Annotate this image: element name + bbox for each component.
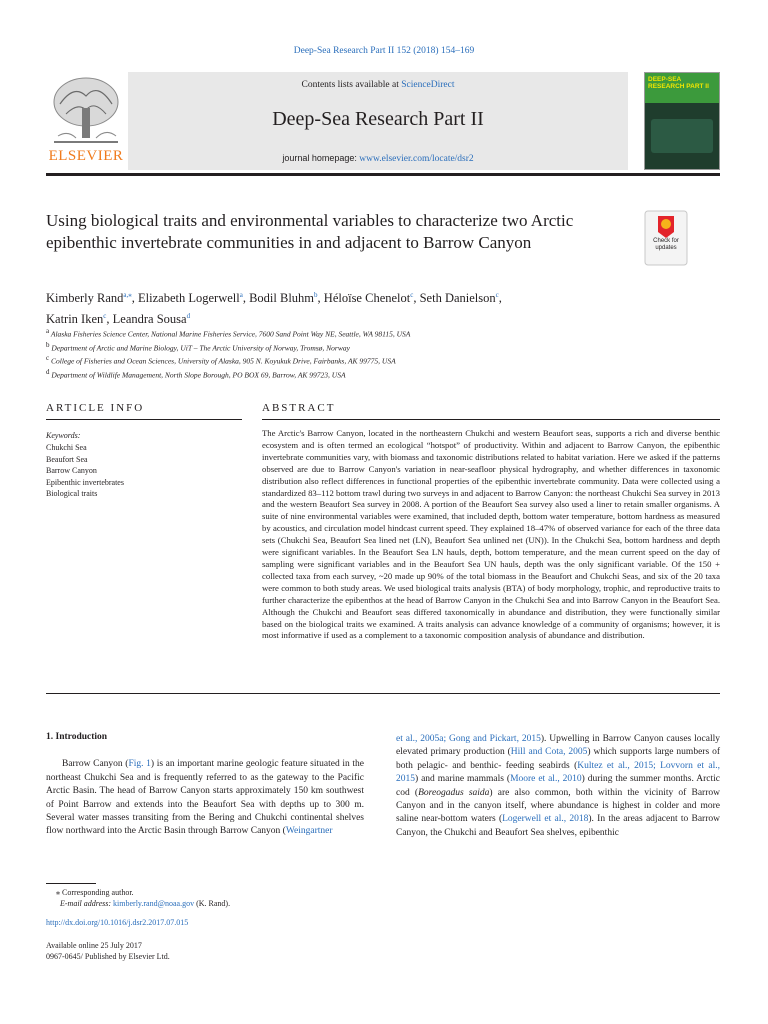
species-name: Boreogadus saida (418, 787, 490, 798)
keyword: Barrow Canyon (46, 466, 97, 475)
email-label: E-mail address: (60, 899, 112, 908)
homepage-link[interactable]: www.elsevier.com/locate/dsr2 (359, 154, 474, 164)
affiliation: $^b$ Department of Arctic and Marine Biology, UiT – The Arctic University of Norway, Tromsø, Norway (46, 340, 350, 352)
badge-line1: Check for (653, 238, 679, 244)
affiliation: $^c$ College of Fisheries and Ocean Sciences, University of Alaska, 905 N. Koyukuk Drive, Fairbanks, AK 99775, USA (46, 354, 396, 366)
journal-name: Deep-Sea Research Part II (272, 108, 484, 130)
intro-heading: 1. Introduction (46, 732, 108, 742)
intro-right-column: et al., 2005a; Gong and Pickart, 2015). Upwelling in Barrow Canyon causes locally elevated primary production (Hill and Cota, 2005) which supports large numbers of both pelagic- and benthic- feeding seabirds (Kultez et al., 2015; Lovvorn et al., 2015) and marine mammals (Moore et al., 2010) during the summer months. Arctic cod (Boreogadus saida) are also common, both within the vicinity of Barrow Canyon and in the canyon itself, where abundance is highest in colder and more saline near-bottom waters (Logerwell et al., 2018). In the areas adjacent to Barrow Canyon, the Chukchi and Beaufort Sea shelves, epibenthic (396, 734, 720, 838)
author[interactable]: Leandra Sousa$^d$ (112, 312, 191, 327)
author-list (46, 286, 666, 328)
email-suffix: (K. Rand). (196, 899, 231, 908)
doi-link[interactable]: http://dx.doi.org/10.1016/j.dsr2.2017.07.015 (46, 918, 189, 927)
reference-link[interactable]: Weingartner (285, 826, 333, 837)
author[interactable]: Elizabeth Logerwell$^a$, (138, 291, 250, 306)
reference-link[interactable]: et al., 2005a; Gong and Pickart, 2015 (396, 734, 541, 744)
publication-info (46, 940, 170, 962)
abstract-rule (262, 419, 720, 420)
affiliation: $^a$ Alaska Fisheries Science Center, National Marine Fisheries Service, 7600 Sand Point Way NE, Seattle, WA 98115, USA (46, 327, 411, 339)
contents-prefix: Contents lists available at (301, 80, 399, 90)
cover-title: DEEP-SEA RESEARCH PART II (648, 76, 709, 90)
author[interactable]: Seth Danielson$^c$, (419, 291, 502, 306)
article-info-heading: ARTICLE INFO (46, 402, 145, 414)
sciencedirect-link[interactable]: ScienceDirect (401, 80, 455, 90)
badge-line2: updates (655, 245, 677, 251)
journal-cover-image-icon[interactable] (644, 72, 720, 170)
abstract-bottom-rule (46, 693, 720, 694)
cover-photo (651, 119, 713, 153)
keywords-label: Keywords: (46, 431, 81, 440)
article-info-rule (46, 419, 242, 420)
author[interactable]: Kimberly Rand$^{a,⁎}$, (46, 291, 139, 306)
affiliations (46, 326, 706, 380)
intro-left-column (46, 731, 364, 839)
email-link[interactable]: kimberly.rand@noaa.gov (113, 899, 195, 908)
header-rule (46, 173, 720, 176)
footnote-rule (46, 883, 96, 884)
abstract-text: The Arctic's Barrow Canyon, located in the northeastern Chukchi and western Beaufort seas, supports a rich and diverse benthic ecosystem and is often termed an ecological “hotspot” of productivity. Within and adjacent to Barrow Canyon, the epibenthic invertebrate communities vary, with biomass and taxonomic distributions related to habitat variation. Here we asked if the patterns observed are due to Barrow Canyon's variation in near-seafloor physical hydrography, and whether differences in taxonomic distribution also reflect differences in functional properties of the epibenthic invertebrate community. Data were collected using a standardized 83–112 bottom trawl during two surveys in and adjacent to Barrow Canyon: the northeast Chukchi Sea survey in 2013 and the western Beaufort Sea survey in 2008. A portion of the Beaufort Sea survey also used a liner to retain smaller organisms. A suite of nine environmental variables were examined, that included depth, bottom water temperature, bottom hardness as measured by acoustics, and circulation model hindcast current speed. They explained 18–47% of observed variance for each of the three data sets (Chukchi Sea, Beaufort Sea lined net (LN), Beaufort Sea unlined net (UN)). In the Chukchi Sea, bottom hardness and depth were significant variables. In the Beaufort Sea LN hauls, depth, bottom temperature, and the mean current speed on the day of sampling were significant variables and in the Beaufort Sea UN hauls, depth was the only significant variable. Of the 150 + collected taxa from each survey, ~20 made up 90% of the total biomass in the Beaufort and Chukchi Seas, and six of the 20 taxa were common to both study areas. We used biological traits analysis (BTA) of body morphology, trophic, and reproductive traits to further characterize the epibenthos at the head of Barrow Canyon in the Chukchi Sea and into Barrow Canyon in the Beaufort Sea. Although the Chukchi and Beaufort seas differed taxonomically in abundance and distribution, they were functionally similar based on the biological traits we examined. A traits analysis can advance knowledge of a community of organisms; however, it is most informative if used as a complement to a taxonomic composition analysis of abundance and distribution. (262, 428, 720, 641)
homepage-label: journal homepage: (282, 153, 357, 163)
author[interactable]: Bodil Bluhm$^b$, (249, 291, 324, 306)
reference-link[interactable]: Moore et al., 2010 (510, 774, 582, 785)
check-for-updates-label[interactable] (638, 238, 694, 252)
issn-line: 0967-0645/ Published by Elsevier Ltd. (46, 952, 170, 961)
figure-link[interactable]: Fig. 1 (128, 759, 151, 770)
reference-link[interactable]: Kultez et al., 2015; Lovvorn et al., 2015 (396, 760, 720, 785)
author[interactable]: Katrin Iken$^c$, (46, 312, 113, 327)
affiliation: $^d$ Department of Wildlife Management, North Slope Borough, PO BOX 69, Barrow, AK 99723, USA (46, 367, 346, 379)
keyword: Beaufort Sea (46, 454, 88, 464)
keywords-list (46, 442, 124, 500)
keyword: Biological traits (46, 489, 98, 498)
footnote (46, 887, 230, 909)
keyword: Epibenthic invertebrates (46, 477, 124, 487)
keyword: Chukchi Sea (46, 443, 87, 452)
author[interactable]: Héloïse Chenelot$^c$, (323, 291, 420, 306)
journal-homepage-line (128, 153, 628, 164)
corresponding-author-note: ⁎ Corresponding author. (56, 888, 134, 897)
reference-link[interactable]: Hill and Cota, 2005 (510, 747, 588, 758)
contents-line (128, 80, 628, 90)
article-title: Using biological traits and environmental variables to characterize two Arctic epibenthic invertebrate communities in and adjacent to Barrow Canyon (46, 211, 574, 252)
email-line (46, 898, 230, 909)
reference-link[interactable]: Logerwell et al., 2018 (502, 814, 589, 825)
intro-paragraph: Barrow Canyon (Fig. 1) is an important marine geologic feature situated in the northeast Chukchi Sea and is frequently referred to as the gateway to the Pacific Arctic Basin. The head of Barrow Canyon starts approximately 150 km southwest of Point Barrow and extends into the Beaufort Sea with depths up to 300 m. Several water masses transiting from the Bering and Chukchi continental shelves flow northward into the Arctic Basin through Barrow Canyon (Weingartner (46, 759, 364, 837)
elsevier-wordmark: ELSEVIER (48, 148, 124, 164)
abstract-heading: ABSTRACT (262, 402, 336, 414)
journal-citation[interactable]: Deep-Sea Research Part II 152 (2018) 154–169 (293, 46, 475, 56)
available-online: Available online 25 July 2017 (46, 941, 142, 950)
